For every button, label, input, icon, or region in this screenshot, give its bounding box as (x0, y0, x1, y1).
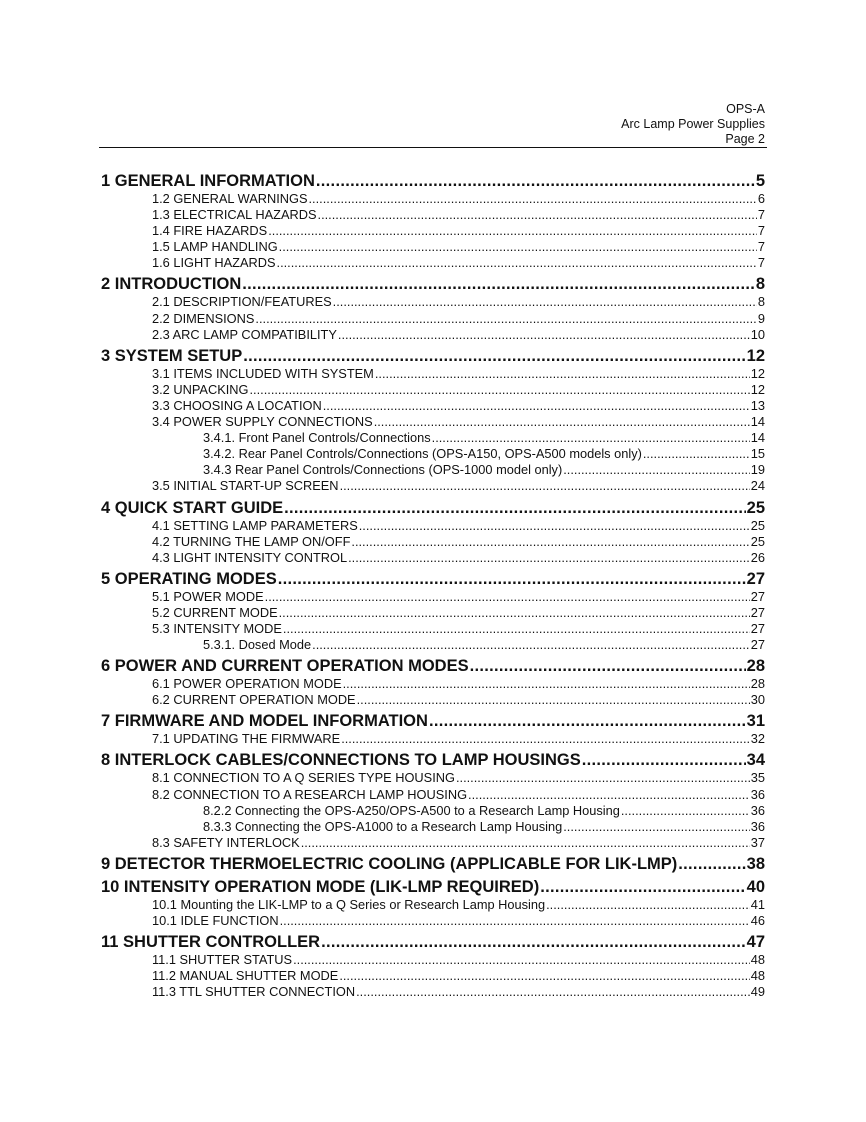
toc-dot-leader (265, 589, 750, 605)
toc-dot-leader (278, 569, 746, 589)
toc-entry-title: 2.3 ARC LAMP COMPATIBILITY (152, 326, 337, 342)
toc-chapter-entry[interactable] (101, 171, 765, 191)
toc-dot-leader (309, 191, 757, 207)
toc-section-entry[interactable] (101, 835, 765, 851)
toc-dot-leader (321, 932, 746, 952)
toc-entry-page: 46 (750, 913, 765, 928)
toc-dot-leader (279, 605, 750, 621)
toc-dot-leader (563, 462, 750, 478)
toc-entry-page: 10 (750, 326, 765, 342)
toc-entry-page: 12 (750, 365, 765, 381)
toc-entry-title: 3.2 UNPACKING (152, 381, 249, 397)
toc-entry-page: 8 (755, 275, 765, 294)
toc-dot-leader (333, 294, 757, 310)
toc-entry-title: 3.3 CHOOSING A LOCATION (152, 397, 322, 413)
toc-section-entry[interactable] (101, 913, 765, 929)
toc-entry-page: 9 (757, 310, 765, 326)
toc-dot-leader (316, 171, 755, 191)
toc-dot-leader (268, 223, 757, 239)
toc-dot-leader (242, 274, 755, 294)
toc-chapter-entry[interactable] (101, 346, 765, 366)
toc-section-entry[interactable] (101, 952, 765, 968)
toc-chapter-entry[interactable] (101, 711, 765, 731)
toc-entry-title: 1.6 LIGHT HAZARDS (152, 255, 276, 271)
toc-section-entry[interactable] (101, 398, 765, 414)
toc-section-entry[interactable] (101, 207, 765, 223)
toc-section-entry[interactable] (101, 518, 765, 534)
toc-entry-title: 6.2 CURRENT OPERATION MODE (152, 692, 356, 708)
toc-dot-leader (318, 207, 757, 223)
toc-entry-page: 34 (746, 751, 765, 770)
toc-dot-leader (243, 346, 745, 366)
toc-entry-page: 40 (746, 877, 765, 896)
toc-section-entry[interactable] (101, 676, 765, 692)
toc-chapter-entry[interactable] (101, 854, 765, 874)
toc-dot-leader (279, 239, 757, 255)
toc-entry-page: 24 (750, 478, 765, 494)
toc-entry-page: 15 (750, 446, 765, 462)
toc-dot-leader (323, 398, 750, 414)
toc-entry-page: 38 (746, 854, 765, 873)
toc-entry-title: 3.4.3 Rear Panel Controls/Connections (OPS-1000 model only) (203, 462, 563, 478)
toc-entry-title: 3.4.1. Front Panel Controls/Connections (203, 430, 431, 446)
toc-section-entry[interactable] (101, 534, 765, 550)
toc-dot-leader (277, 255, 757, 271)
toc-entry-page: 32 (750, 731, 765, 747)
toc-section-entry[interactable] (101, 414, 765, 430)
toc-section-entry[interactable] (101, 255, 765, 271)
toc-chapter-entry[interactable] (101, 498, 765, 518)
toc-dot-leader (284, 498, 746, 518)
toc-subsection-entry[interactable] (101, 819, 765, 835)
toc-section-entry[interactable] (101, 239, 765, 255)
toc-dot-leader (375, 366, 750, 382)
toc-dot-leader (359, 518, 750, 534)
toc-entry-page: 37 (750, 834, 765, 850)
page-header (621, 102, 765, 147)
toc-entry-page: 19 (750, 462, 765, 478)
toc-entry-page: 41 (750, 896, 765, 912)
toc-entry-title: 8.3.3 Connecting the OPS-A1000 to a Research Lamp Housing (203, 818, 563, 834)
toc-entry-title: 3.4 POWER SUPPLY CONNECTIONS (152, 414, 373, 430)
toc-entry-page: 7 (757, 255, 765, 271)
toc-section-entry[interactable] (101, 382, 765, 398)
toc-entry-page: 26 (750, 549, 765, 565)
toc-entry-title: 6.1 POWER OPERATION MODE (152, 676, 342, 692)
header-subtitle: Arc Lamp Power Supplies (621, 117, 765, 131)
toc-dot-leader (429, 711, 746, 731)
toc-entry-page: 35 (750, 770, 765, 786)
table-of-contents (101, 171, 765, 1000)
toc-entry-title: 4.1 SETTING LAMP PARAMETERS (152, 517, 358, 533)
toc-entry-page: 25 (750, 517, 765, 533)
toc-dot-leader (312, 637, 750, 653)
toc-subsection-entry[interactable] (101, 446, 765, 462)
toc-entry-title: 11.3 TTL SHUTTER CONNECTION (152, 984, 356, 1000)
toc-dot-leader (356, 984, 750, 1000)
toc-chapter-entry[interactable] (101, 656, 765, 676)
toc-dot-leader (582, 750, 746, 770)
toc-entry-title: 7.1 UPDATING THE FIRMWARE (152, 731, 341, 747)
toc-subsection-entry[interactable] (101, 637, 765, 653)
toc-chapter-entry[interactable] (101, 932, 765, 952)
toc-dot-leader (249, 382, 749, 398)
toc-entry-title: 5.3 INTENSITY MODE (152, 620, 282, 636)
toc-dot-leader (338, 327, 750, 343)
toc-dot-leader (340, 478, 750, 494)
toc-entry-title: 10 INTENSITY OPERATION MODE (LIK-LMP REQUIRED) (101, 877, 540, 896)
toc-entry-title: 8.2.2 Connecting the OPS-A250/OPS-A500 to a Research Lamp Housing (203, 802, 620, 818)
toc-dot-leader (563, 819, 750, 835)
toc-entry-page: 12 (746, 346, 765, 365)
toc-entry-page: 36 (750, 818, 765, 834)
toc-dot-leader (374, 414, 750, 430)
toc-dot-leader (456, 770, 750, 786)
toc-dot-leader (470, 656, 746, 676)
toc-dot-leader (341, 731, 750, 747)
toc-section-entry[interactable] (101, 478, 765, 494)
toc-entry-page: 25 (750, 533, 765, 549)
toc-entry-page: 36 (750, 786, 765, 802)
toc-entry-title: 8 INTERLOCK CABLES/CONNECTIONS TO LAMP HOUSINGS (101, 751, 581, 770)
toc-entry-title: 8.2 CONNECTION TO A RESEARCH LAMP HOUSING (152, 786, 468, 802)
toc-entry-page: 47 (746, 933, 765, 952)
toc-dot-leader (540, 877, 745, 897)
toc-section-entry[interactable] (101, 605, 765, 621)
toc-chapter-entry[interactable] (101, 750, 765, 770)
toc-section-entry[interactable] (101, 770, 765, 786)
toc-dot-leader (432, 430, 750, 446)
toc-section-entry[interactable] (101, 550, 765, 566)
toc-dot-leader (678, 854, 745, 874)
toc-entry-page: 14 (750, 430, 765, 446)
toc-entry-title: 3.4.2. Rear Panel Controls/Connections (OPS-A150, OPS-A500 models only) (203, 446, 642, 462)
toc-entry-title: 3 SYSTEM SETUP (101, 346, 243, 365)
toc-subsection-entry[interactable] (101, 803, 765, 819)
toc-dot-leader (357, 692, 750, 708)
toc-section-entry[interactable] (101, 621, 765, 637)
toc-entry-title: 5 OPERATING MODES (101, 569, 277, 588)
header-page-number: Page 2 (725, 132, 765, 146)
toc-entry-title: 4.2 TURNING THE LAMP ON/OFF (152, 533, 351, 549)
toc-entry-title: 8.3 SAFETY INTERLOCK (152, 834, 300, 850)
toc-entry-title: 10.1 Mounting the LIK-LMP to a Q Series or Research Lamp Housing (152, 896, 546, 912)
toc-entry-title: 8.1 CONNECTION TO A Q SERIES TYPE HOUSING (152, 770, 455, 786)
toc-section-entry[interactable] (101, 191, 765, 207)
toc-dot-leader (351, 534, 749, 550)
toc-section-entry[interactable] (101, 968, 765, 984)
toc-entry-page: 14 (750, 414, 765, 430)
toc-entry-title: 1.5 LAMP HANDLING (152, 239, 278, 255)
toc-entry-page: 27 (750, 588, 765, 604)
toc-entry-title: 1.3 ELECTRICAL HAZARDS (152, 207, 317, 223)
toc-entry-page: 7 (757, 239, 765, 255)
toc-entry-page: 48 (750, 968, 765, 984)
toc-section-entry[interactable] (101, 589, 765, 605)
toc-entry-title: 11.2 MANUAL SHUTTER MODE (152, 968, 339, 984)
toc-entry-title: 5.2 CURRENT MODE (152, 604, 278, 620)
toc-section-entry[interactable] (101, 366, 765, 382)
toc-entry-page: 48 (750, 952, 765, 968)
header-divider (99, 147, 767, 148)
toc-entry-page: 12 (750, 381, 765, 397)
toc-entry-page: 7 (757, 207, 765, 223)
toc-dot-leader (339, 968, 749, 984)
toc-entry-title: 1.2 GENERAL WARNINGS (152, 191, 308, 206)
toc-entry-title: 5.1 POWER MODE (152, 588, 264, 604)
toc-dot-leader (280, 913, 750, 929)
toc-entry-page: 25 (746, 498, 765, 517)
toc-section-entry[interactable] (101, 692, 765, 708)
toc-entry-page: 27 (746, 569, 765, 588)
toc-chapter-entry[interactable] (101, 569, 765, 589)
header-model: OPS-A (726, 102, 765, 116)
toc-section-entry[interactable] (101, 294, 765, 310)
toc-entry-title: 3.5 INITIAL START-UP SCREEN (152, 478, 339, 494)
toc-entry-title: 1.4 FIRE HAZARDS (152, 223, 268, 239)
toc-entry-page: 36 (750, 802, 765, 818)
toc-entry-page: 27 (750, 604, 765, 620)
toc-entry-title: 5.3.1. Dosed Mode (203, 637, 312, 653)
toc-entry-title: 7 FIRMWARE AND MODEL INFORMATION (101, 712, 428, 731)
toc-chapter-entry[interactable] (101, 877, 765, 897)
toc-dot-leader (255, 311, 756, 327)
toc-entry-page: 7 (757, 223, 765, 239)
toc-section-entry[interactable] (101, 311, 765, 327)
toc-chapter-entry[interactable] (101, 274, 765, 294)
toc-entry-title: 2.2 DIMENSIONS (152, 310, 255, 326)
toc-entry-page: 27 (750, 620, 765, 636)
toc-section-entry[interactable] (101, 223, 765, 239)
toc-entry-page: 27 (750, 637, 765, 653)
toc-subsection-entry[interactable] (101, 430, 765, 446)
toc-entry-page: 28 (746, 657, 765, 676)
toc-entry-page: 6 (757, 191, 765, 206)
toc-entry-title: 2 INTRODUCTION (101, 275, 242, 294)
toc-dot-leader (546, 897, 750, 913)
toc-dot-leader (348, 550, 750, 566)
toc-section-entry[interactable] (101, 984, 765, 1000)
toc-entry-title: 6 POWER AND CURRENT OPERATION MODES (101, 657, 469, 676)
toc-entry-title: 4 QUICK START GUIDE (101, 498, 284, 517)
toc-dot-leader (621, 803, 750, 819)
toc-dot-leader (643, 446, 750, 462)
toc-dot-leader (468, 787, 750, 803)
toc-section-entry[interactable] (101, 731, 765, 747)
toc-entry-title: 9 DETECTOR THERMOELECTRIC COOLING (APPLICABLE FOR LIK-LMP) (101, 854, 678, 873)
toc-entry-title: 4.3 LIGHT INTENSITY CONTROL (152, 549, 348, 565)
toc-entry-page: 5 (755, 172, 765, 190)
toc-entry-title: 3.1 ITEMS INCLUDED WITH SYSTEM (152, 365, 374, 381)
toc-entry-page: 49 (750, 984, 765, 1000)
toc-entry-page: 13 (750, 397, 765, 413)
toc-entry-page: 31 (746, 712, 765, 731)
toc-entry-title: 10.1 IDLE FUNCTION (152, 913, 279, 928)
toc-entry-page: 8 (757, 294, 765, 310)
toc-entry-page: 30 (750, 692, 765, 708)
toc-dot-leader (283, 621, 750, 637)
toc-entry-page: 28 (750, 676, 765, 692)
toc-dot-leader (301, 835, 750, 851)
toc-dot-leader (293, 952, 750, 968)
toc-dot-leader (343, 676, 750, 692)
toc-section-entry[interactable] (101, 327, 765, 343)
toc-entry-title: 11.1 SHUTTER STATUS (152, 952, 293, 968)
toc-section-entry[interactable] (101, 787, 765, 803)
toc-entry-title: 2.1 DESCRIPTION/FEATURES (152, 294, 332, 310)
toc-entry-title: 1 GENERAL INFORMATION (101, 172, 315, 190)
toc-subsection-entry[interactable] (101, 462, 765, 478)
toc-section-entry[interactable] (101, 897, 765, 913)
toc-entry-title: 11 SHUTTER CONTROLLER (101, 933, 321, 952)
